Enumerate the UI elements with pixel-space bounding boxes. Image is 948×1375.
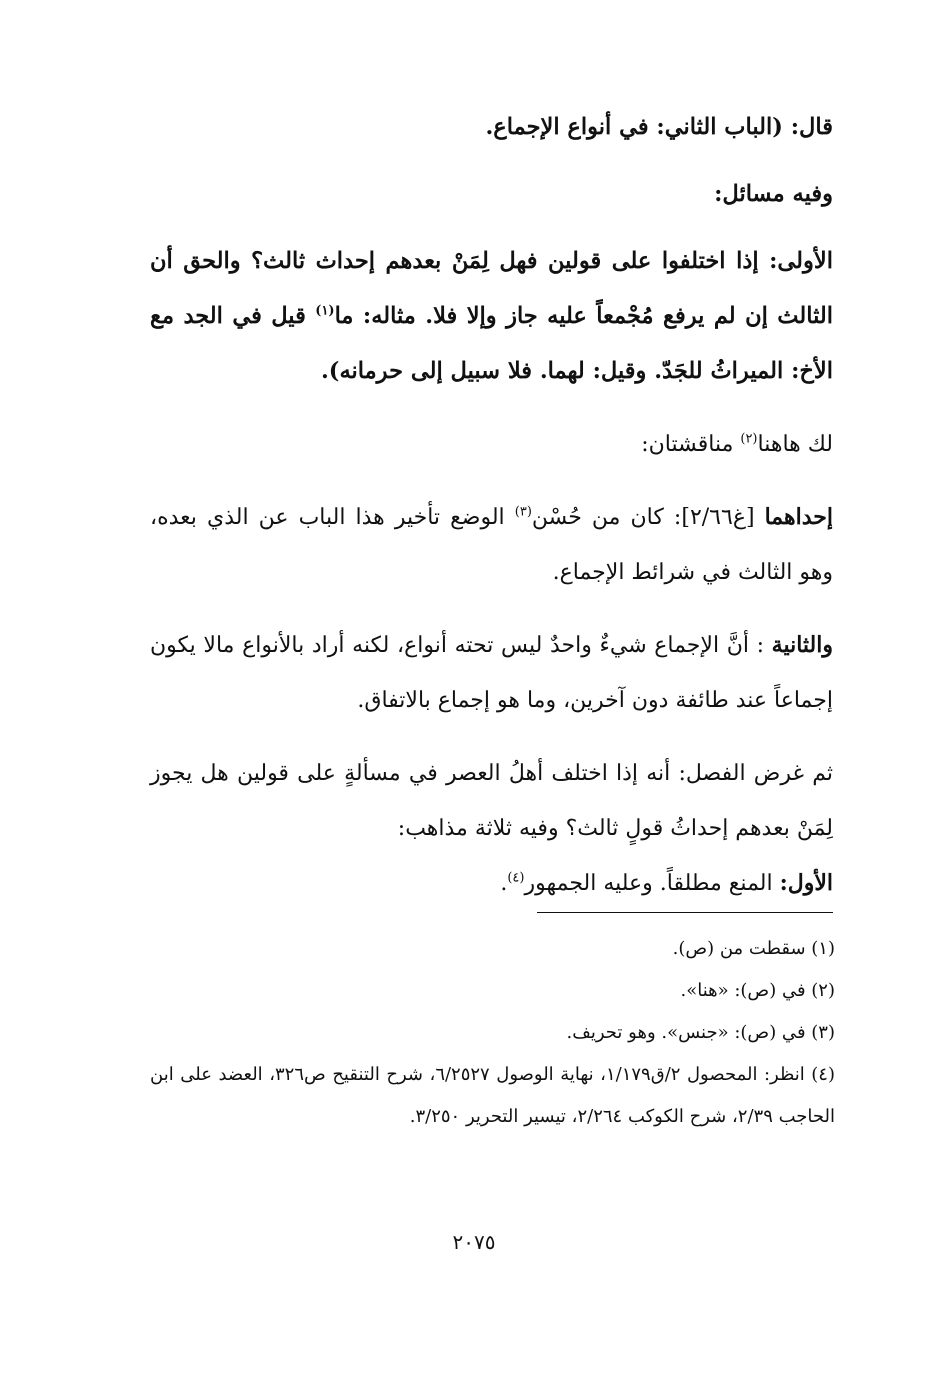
objection-one-text-2: الوضع تأخير هذا الباب عن الذي بعده، وهو الثالث في شرائط الإجماع. [150,505,833,585]
chapter-heading [150,100,833,155]
footnote-marker-4: (٤) [507,870,525,886]
purpose-paragraph [150,746,833,856]
first-view-text-1: المنع مطلقاً. وعليه الجمهور [524,871,780,896]
footnote-marker-1: (١) [315,303,335,319]
objection-one-text-1: : كان من حُسْن [531,505,682,530]
objection-one-lead: إحداهما [764,504,833,530]
main-text [150,100,833,911]
first-view-paragraph [150,856,833,911]
footnote-1: (١) سقطت من (ص). [672,938,835,959]
page-number: ٢٠٧٥ [452,1230,496,1254]
first-view-lead: الأول: [779,870,833,896]
discussion-text-1: لك هاهنا [757,432,833,457]
chapter-heading-text: قال: (الباب الثاني: في أنواع الإجماع. [485,114,833,140]
footnote-2: (٢) في (ص): «هنا». [680,980,835,1001]
footnote-4: (٤) انظر: المحصول ٢/ق١/١٧٩، نهاية الوصول ٦/٢٥٢٧، شرح التنقيح ص٣٢٦، العضد على ابن الحاجب ٢/٣٩، شرح الكوكب ٢/٢٦٤، تيسير التحرير ٣/٢٥٠. [150,1064,835,1127]
purpose-text: ثم غرض الفصل: أنه إذا اختلف أهلُ العصر في مسألةٍ على قولين هل يجوز لِمَنْ بعدهم إحداثُ قولٍ ثالث؟ وفيه ثلاثة مذاهب: [150,761,833,841]
footnote-marker-3: (٣) [514,504,532,520]
footnote-separator [537,912,833,913]
intro-text: وفيه مسائل: [714,181,833,207]
manuscript-reference: [غ٢/٦٦] [681,505,765,530]
footnote-3: (٣) في (ص): «جنس». وهو تحريف. [566,1022,835,1043]
first-question-text-2: قيل في الجد مع الأخ: الميراثُ للجَدّ. وقيل: لهما. فلا سبيل إلى حرمانه). [150,303,833,384]
intro-line [150,167,833,222]
first-question-lead: الأولى: [769,248,833,274]
objection-two-lead: والثانية [771,632,833,658]
first-question-text-1: إذا اختلفوا على قولين فهل لِمَنْ بعدهم إحداث ثالث؟ والحق أن الثالث إن لم يرفع مُجْمعاً عليه جاز وإلا فلا. مثاله: ما [150,248,833,329]
footnote-marker-2: (٢) [740,431,758,447]
discussion-paragraph [150,417,833,472]
objection-one-paragraph [150,490,833,600]
objection-two-text: : أنَّ الإجماع شيءٌ واحدٌ ليس تحته أنواع، لكنه أراد بالأنواع مالا يكون إجماعاً عند طائفة دون آخرين، وما هو إجماع بالاتفاق. [150,633,833,713]
objection-two-paragraph [150,618,833,728]
discussion-text-2: مناقشتان: [641,432,741,457]
first-view-text-2: . [500,871,508,896]
footnotes [150,928,835,1138]
first-question-paragraph [150,234,833,399]
